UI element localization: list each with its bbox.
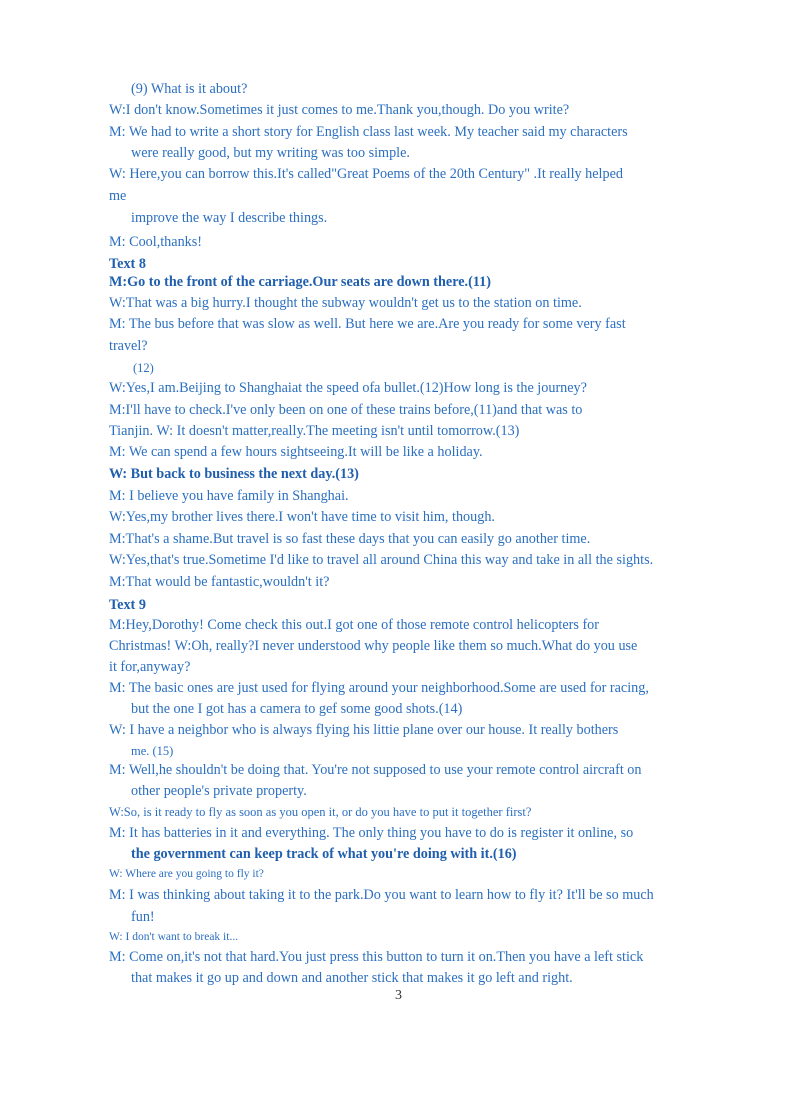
text-line: W:So, is it ready to fly as soon as you open it, or do you have to put it together first? xyxy=(109,805,532,819)
text-line: M: Well,he shouldn't be doing that. You're not supposed to use your remote control aircraft on xyxy=(109,762,642,778)
section-heading: Text 8 xyxy=(109,256,146,272)
page-number: 3 xyxy=(395,988,402,1003)
text-line: (12) xyxy=(133,361,154,375)
text-line: M: We can spend a few hours sightseeing.It will be like a holiday. xyxy=(109,444,483,460)
text-line: me xyxy=(109,188,127,204)
text-line: other people's private property. xyxy=(131,783,307,799)
text-line: M:I'll have to check.I've only been on one of these trains before,(11)and that was to xyxy=(109,402,583,418)
text-line: M:Hey,Dorothy! Come check this out.I got one of those remote control helicopters for xyxy=(109,617,600,633)
text-line: M: Cool,thanks! xyxy=(109,234,203,250)
text-line: W: Where are you going to fly it? xyxy=(109,868,264,880)
text-line-bold: M:Go to the front of the carriage.Our seats are down there.(11) xyxy=(109,274,491,290)
text-line-bold: the government can keep track of what you're doing with it.(16) xyxy=(131,846,517,862)
text-line-bold: W: But back to business the next day.(13) xyxy=(109,466,359,482)
text-line: M: We had to write a short story for English class last week. My teacher said my characters xyxy=(109,124,628,140)
text-line: Christmas! W:Oh, really?I never understood why people like them so much.What do you use xyxy=(109,638,638,654)
text-line: M: I was thinking about taking it to the park.Do you want to learn how to fly it? It'll be so much xyxy=(109,887,654,903)
text-line: M: I believe you have family in Shanghai. xyxy=(109,488,349,504)
text-line: but the one I got has a camera to gef some good shots.(14) xyxy=(131,701,463,717)
text-line: M: The basic ones are just used for flying around your neighborhood.Some are used for racing, xyxy=(109,680,649,696)
text-line: W: I have a neighbor who is always flying his littie plane over our house. It really bothers xyxy=(109,722,619,738)
text-line: W: Here,you can borrow this.It's called"Great Poems of the 20th Century" .It really helped xyxy=(109,166,623,182)
text-line: fun! xyxy=(131,909,155,925)
text-line: improve the way I describe things. xyxy=(131,210,328,226)
section-heading: Text 9 xyxy=(109,597,146,613)
text-line: it for,anyway? xyxy=(109,659,191,675)
text-line: W:That was a big hurry.I thought the subway wouldn't get us to the station on time. xyxy=(109,295,582,311)
text-line: me. (15) xyxy=(131,744,174,758)
text-line: that makes it go up and down and another stick that makes it go left and right. xyxy=(131,970,573,986)
text-line: M: It has batteries in it and everything. The only thing you have to do is register it online, so xyxy=(109,825,634,841)
text-line: (9) What is it about? xyxy=(131,81,248,97)
text-line: travel? xyxy=(109,338,148,354)
text-line: W:Yes,I am.Beijing to Shanghaiat the speed ofa bullet.(12)How long is the journey? xyxy=(109,380,587,396)
text-line: M:That's a shame.But travel is so fast these days that you can easily go another time. xyxy=(109,531,591,547)
text-line: Tianjin. W: It doesn't matter,really.The meeting isn't until tomorrow.(13) xyxy=(109,423,520,439)
text-line: W: I don't want to break it... xyxy=(109,931,239,943)
text-line: M:That would be fantastic,wouldn't it? xyxy=(109,574,330,590)
text-line: W:Yes,my brother lives there.I won't have time to visit him, though. xyxy=(109,509,495,525)
text-line: W:Yes,that's true.Sometime I'd like to travel all around China this way and take in all the sights. xyxy=(109,552,654,568)
text-line: were really good, but my writing was too simple. xyxy=(131,145,410,161)
text-line: M: The bus before that was slow as well. But here we are.Are you ready for some very fast xyxy=(109,316,626,332)
text-line: W:I don't know.Sometimes it just comes to me.Thank you,though. Do you write? xyxy=(109,102,570,118)
text-line: M: Come on,it's not that hard.You just press this button to turn it on.Then you have a left stick xyxy=(109,949,644,965)
